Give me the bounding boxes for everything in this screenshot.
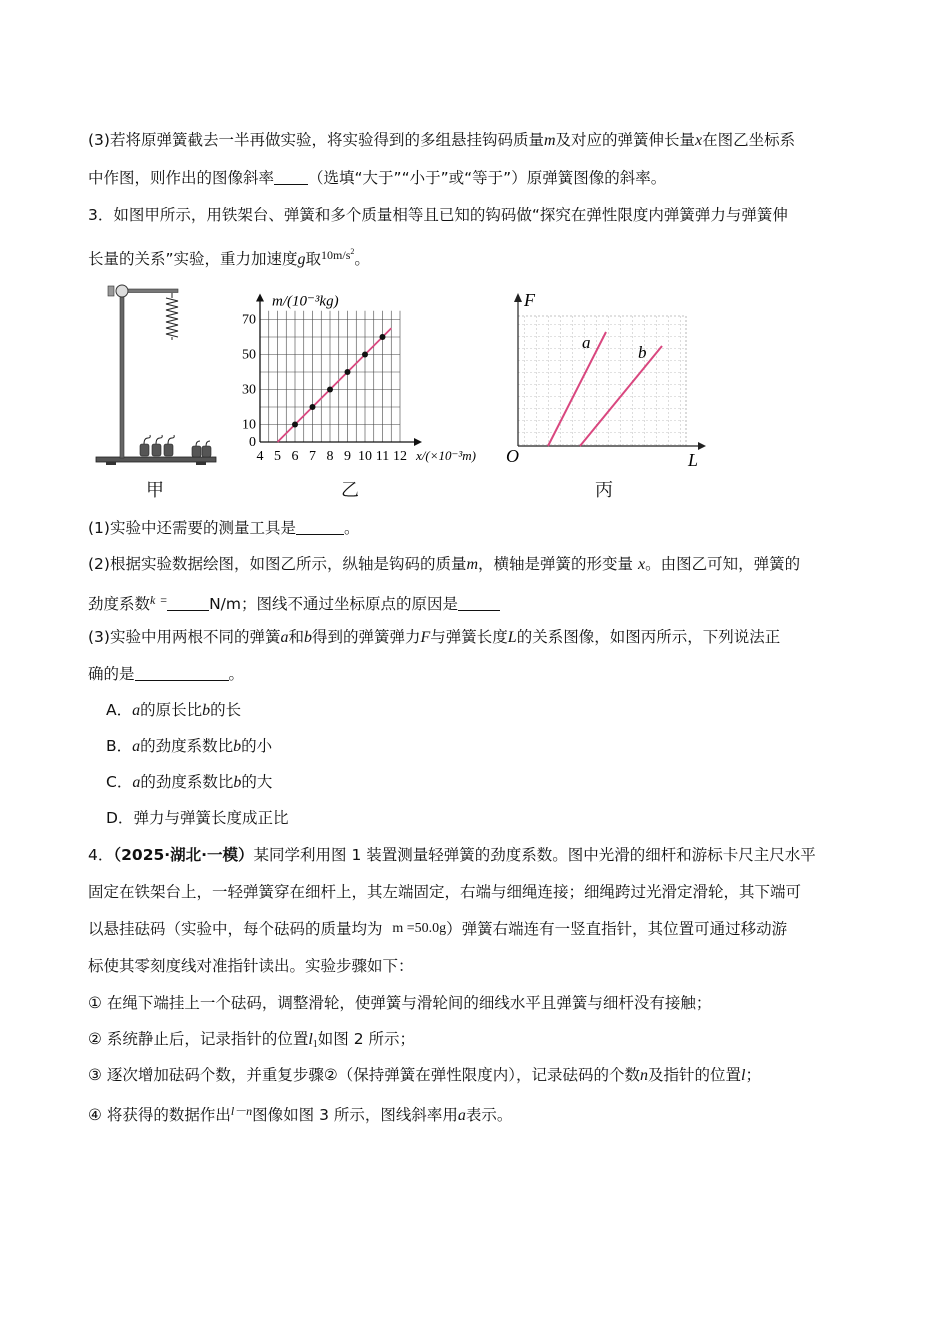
option-a[interactable]: A．a的原长比b的长 [106, 701, 242, 719]
q3-part1: (1)实验中还需要的测量工具是 。 [88, 519, 360, 537]
q3-part3-line1: (3)实验中用两根不同的弹簧a和b得到的弹簧弹力F与弹簧长度L的关系图像，如图丙所示，下列说法正 [88, 628, 781, 646]
x-tick-label: 6 [291, 449, 299, 464]
mass-deformation-chart [238, 292, 500, 470]
grid-area [518, 316, 686, 446]
data-point [380, 334, 386, 340]
data-point [327, 387, 333, 393]
option-d[interactable]: D．弹力与弹簧长度成正比 [106, 809, 289, 827]
q3-line2: 长量的关系”实验，重力加速度g取$^{10m/s2}$。 [88, 247, 370, 268]
var-x: x [695, 132, 703, 149]
q4-line1: 4．（2025·湖北·一模）某同学利用图 1 装置测量轻弹簧的劲度系数。图中光滑的细杆和游标卡尺主尺水平 [88, 846, 816, 864]
x-tick-label: 12 [393, 449, 407, 464]
answer-blank[interactable] [135, 665, 229, 681]
x-tick-label: 10 [358, 449, 372, 464]
force-length-chart [500, 288, 710, 472]
data-point [345, 369, 351, 375]
x-tick-label: 7 [309, 449, 316, 464]
fig-caption-bing: 丙 [595, 480, 613, 501]
fig-caption-yi: 乙 [341, 480, 359, 501]
data-point [292, 422, 298, 428]
q4-step4: ④ 将获得的数据作出$^{l-n}$图像如图 3 所示，图线斜率用a表示。 [88, 1104, 513, 1124]
x-tick-label: 5 [274, 449, 281, 464]
q4-line2: 固定在铁架台上，一轻弹簧穿在细杆上，其左端固定，右端与细绳连接；细绳跨过光滑定滑轮，其下端可 [88, 883, 802, 901]
x-axis-arrow [414, 438, 422, 446]
q2-part3-line2: 中作图，则作出的图像斜率 （选填“大于”“小于”或“等于”）原弹簧图像的斜率。 [88, 169, 667, 187]
q3-line1: 3．如图甲所示，用铁架台、弹簧和多个质量相等且已知的钩码做“探究在弹性限度内弹簧弹力与弹簧伸 [88, 206, 788, 224]
y-tick-label: 0 [249, 435, 256, 450]
x-tick-label: 8 [326, 449, 334, 464]
y-tick-label: 30 [242, 382, 256, 398]
q4-source: （2025·湖北·一模） [113, 846, 254, 864]
q4-step1: ① 在绳下端挂上一个砝码，调整滑轮，使弹簧与滑轮间的细线水平且弹簧与细杆没有接触； [88, 994, 712, 1012]
var-m: m [543, 132, 556, 149]
q4-step2: ② 系统静止后，记录指针的位置l1如图 2 所示； [88, 1030, 415, 1050]
x-axis-label: L [688, 450, 699, 470]
answer-blank[interactable] [167, 595, 209, 611]
answer-blank[interactable] [458, 595, 500, 611]
q4-step3: ③ 逐次增加砝码个数，并重复步骤②（保持弹簧在弹性限度内），记录砝码的个数n及指针的位置l； [88, 1066, 761, 1084]
y-tick-label: 50 [242, 347, 256, 363]
y-tick-label: 10 [242, 417, 256, 433]
q3-part3-line2: 确的是 。 [88, 665, 245, 683]
data-point [362, 352, 368, 358]
q4-line4: 标使其零刻度线对准指针读出。实验步骤如下： [88, 957, 414, 975]
answer-blank[interactable] [274, 169, 308, 185]
q3-part2-line1: (2)根据实验数据绘图，如图乙所示，纵轴是钩码的质量m，横轴是弹簧的形变量 x。由图乙可知，弹簧的 [88, 555, 801, 573]
x-tick-label: 11 [375, 449, 390, 464]
x-tick-label: 4 [256, 449, 264, 464]
data-point [310, 404, 316, 410]
iron-stand-figure [92, 276, 222, 472]
q2-part3-line1: (3)若将原弹簧截去一半再做实验，将实验得到的多组悬挂钩码质量m及对应的弹簧伸长量x在图乙坐标系 [88, 131, 796, 149]
q3-part2-line2: 劲度系数$^k$ = N/m；图线不通过坐标原点的原因是 [88, 590, 500, 614]
option-b[interactable]: B．a的劲度系数比b的小 [106, 737, 273, 755]
y-tick-label: 70 [242, 312, 256, 328]
line-a-label: a [582, 333, 591, 352]
fig-caption-jia: 甲 [146, 480, 164, 501]
y-axis-label: m/(10⁻³kg) [272, 293, 339, 310]
origin-label: O [506, 446, 519, 466]
y-axis-arrow [256, 294, 264, 302]
y-axis-label: F [524, 290, 535, 310]
line-b-label: b [638, 343, 647, 362]
q4-line3: 以悬挂砝码（实验中，每个砝码的质量均为 m =50.0g）弹簧右端连有一竖直指针，其位置可通过移动游 [88, 920, 788, 938]
x-tick-label: 9 [344, 449, 351, 464]
option-c[interactable]: C．a的劲度系数比b的大 [106, 773, 273, 791]
x-axis-label: x/(×10⁻³m) [416, 448, 476, 463]
answer-blank[interactable] [296, 519, 344, 535]
